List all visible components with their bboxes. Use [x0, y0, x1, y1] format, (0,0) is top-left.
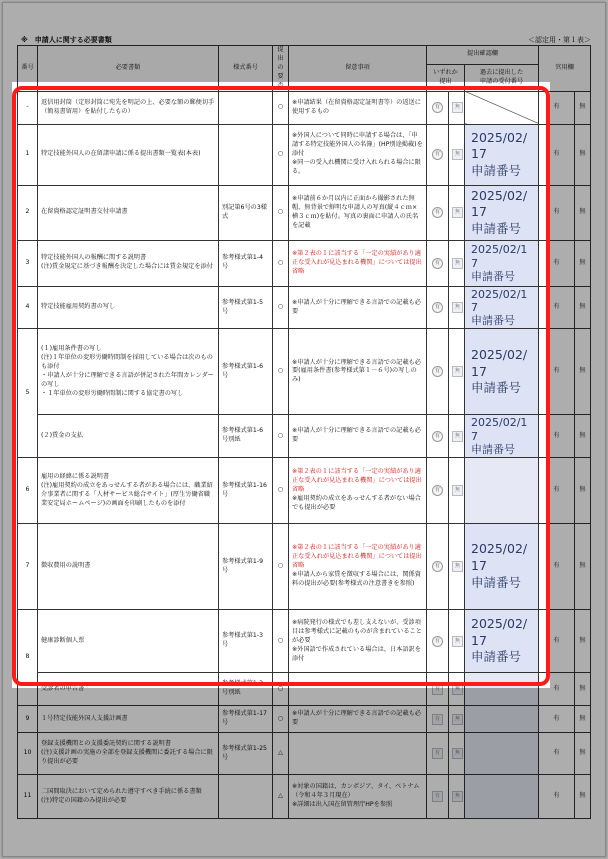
none-box[interactable]: 無 [452, 302, 463, 313]
col-either: いずれか 提出 [427, 64, 465, 91]
table-row: 8 健康診断個人票 参考様式第1-3号 ○ ※病院発行の様式でも差し支えないが、受診項目は参考様式に記載のものが含まれていることが必要 ※外国語で作成されている場合は、日本語訳を添付 有 無 2025/02/17 申請番号 有 無 [18, 610, 591, 673]
check-radio[interactable]: 有 [432, 149, 443, 160]
none-box[interactable]: 無 [452, 791, 463, 802]
table-row: 7 徴収費用の説明書 参考様式第1-9号 ○ ※第２表の１に該当する「一定の実績があり適正な受入れが見込まれる機関」については提出省略 ※申請人から家賃を徴収する場合には、関係資料の提出が必要(参考様式の注意書きを参照) 有 無 2025/02/17 申請番号 有 無 [18, 524, 591, 610]
table-row: 11 二国間取決において定められた遵守すべき手続に係る書類 (注)特定の国籍のみ提出が必要 △ ※対象の国籍は、カンボジア、タイ、ベトナム（令和４年３月現在） ※詳細は出入国在留管理庁HPを参照 有 無 有 無 [18, 775, 591, 819]
na-cell [465, 91, 539, 124]
dim-overlay-right [550, 82, 608, 688]
table-row: 6 雇用の経緯に係る説明書 (注)雇用契約の成立をあっせんする者がある場合には、職業紹介事業者に関する「人材サービス総合サイト」(厚生労働省職業安定局ホームページ)の画面を印刷したものを添付 参考様式第1-16号 ○ ※第２表の１に該当する「一定の実績があり適正な受入れが見込まれる機関」については提出省略 ※雇用契約の成立をあっせんする者がない場合でも提出が必要 有 無 有 無 [18, 458, 591, 524]
col-submit: 提出の要否 [273, 46, 289, 92]
table-row: 5 (１)雇用条件書の写し (注)１年単位の変形労働時間制を採用している場合は次のものも添付 ・申請人が十分に理解できる言語が併記された年間カレンダーの写し ・１年単位の変形労働時間制に関する協定書の写し 参考様式第1-6号 ○ ※申請人が十分に理解できる言語での記載も必要(雇用条件書(参考様式第１－６号)の写しのみ) 有 無 2025/02/17 申請番号 有 無 [18, 329, 591, 415]
form-label: ＜認定用・第１表＞ [528, 36, 591, 44]
col-form: 様式番号 [219, 46, 273, 92]
table-row: 2 在留資格認定証明書交付申請書 別記第6号の3様式 ○ ※申請前６か月以内に正面から撮影された無帽、無背景で鮮明な申請人の写真(縦４ｃｍ×横３ｃｍ)を貼付。写真の裏面に申請人の氏名を記載 有 無 2025/02/17 申請番号 有 無 [18, 185, 591, 240]
check-radio[interactable]: 有 [432, 102, 443, 113]
col-check-group: 提出確認欄 [427, 46, 539, 65]
none-box[interactable]: 無 [452, 636, 463, 647]
none-box[interactable]: 無 [452, 748, 463, 759]
check-radio[interactable]: 有 [432, 561, 443, 572]
none-box[interactable]: 無 [452, 714, 463, 725]
col-past: 過去に提出した 申請の受付番号 [465, 64, 539, 91]
receipt-stamp: 2025/02/17 申請番号 [468, 242, 535, 285]
stamp-empty [465, 458, 539, 524]
receipt-stamp: 2025/02/17 申請番号 [468, 187, 535, 240]
table-row: 1 特定技能外国人の在留諸申請に係る提出書類一覧表(本表) ○ ※外国人について同時に申請する場合は、「申請する特定技能外国人の名簿」(HP別途掲載)を添付 ※同一の受入れ機関に受け入れられる場合に限る。 有 無 2025/02/17 申請番号 有 無 [18, 124, 591, 185]
table-row: 4 特定技能雇用契約書の写し 参考様式第1-5号 ○ ※申請人が十分に理解できる言語での記載も必要 有 無 2025/02/17 申請番号 有 無 [18, 286, 591, 329]
none-box[interactable]: 無 [452, 258, 463, 269]
stamp-empty [465, 775, 539, 819]
check-radio[interactable]: 有 [432, 485, 443, 496]
check-box[interactable]: 有 [432, 791, 443, 802]
section-title: ※ 申請人に関する必要書類 [21, 36, 112, 44]
receipt-stamp: 2025/02/17 申請番号 [468, 540, 535, 593]
receipt-stamp: 2025/02/17 申請番号 [468, 287, 535, 329]
col-notes: 留意事項 [289, 46, 427, 92]
check-radio[interactable]: 有 [432, 302, 443, 313]
table-row: 3 特定技能外国人の報酬に関する説明書 (注)賃金規定に基づき報酬を決定した場合には賃金規定を添付 参考様式第1-4号 ○ ※第２表の１に該当する「一定の実績があり適正な受入れが見込まれる機関」については提出省略 有 無 2025/02/17 申請番号 有 無 [18, 240, 591, 286]
check-radio[interactable]: 有 [432, 207, 443, 218]
table-row: 9 １号特定技能外国人支援計画書 参考様式第1-17号 ○ ※申請人が十分に理解できる言語での記載も必要 有 無 有 無 [18, 706, 591, 733]
dim-overlay-left [0, 82, 12, 688]
required-documents-table [17, 45, 591, 819]
table-row: 受診者の申告書 参考様式第1-3号別紙 ○ 有 無 有 無 [18, 673, 591, 706]
none-box[interactable]: 無 [452, 149, 463, 160]
none-box[interactable]: 無 [452, 431, 463, 442]
table-row: - 返信用封筒（定形封筒に宛先を明記の上、必要な額の郵便切手（簡易書留用）を貼付したもの） ○ ※申請結果（在留資格認定証明書等）の返送に使用するもの 有 無 有 無 [18, 91, 591, 124]
table-row: 10 登録支援機関との支援委託契約に関する説明書 (注)支援計画の実施の全部を登録支援機関に委託する場合に限り提出が必要 参考様式第1-25号 △ 有 無 有 無 [18, 733, 591, 775]
check-box[interactable]: 有 [432, 684, 443, 695]
check-radio[interactable]: 有 [432, 636, 443, 647]
none-box[interactable]: 無 [452, 102, 463, 113]
receipt-stamp: 2025/02/17 申請番号 [468, 615, 535, 668]
col-no: 番号 [18, 46, 38, 92]
check-box[interactable]: 有 [432, 714, 443, 725]
none-box[interactable]: 無 [452, 207, 463, 218]
table-row: (２)賃金の支払 参考様式第1-6号別紙 ○ ※申請人が十分に理解できる言語での記載も必要 有 無 2025/02/17 申請番号 有 無 [18, 415, 591, 458]
stamp-empty [465, 673, 539, 706]
receipt-stamp: 2025/02/17 申請番号 [468, 346, 535, 399]
receipt-stamp: 2025/02/17 申請番号 [468, 415, 535, 457]
col-doc: 必要書類 [38, 46, 219, 92]
table-header-row [18, 46, 591, 65]
check-radio[interactable]: 有 [432, 258, 443, 269]
check-radio[interactable]: 有 [432, 431, 443, 442]
none-box[interactable]: 無 [452, 561, 463, 572]
none-box[interactable]: 無 [452, 485, 463, 496]
col-office: 官用欄 [539, 46, 591, 92]
receipt-stamp: 2025/02/17 申請番号 [468, 129, 535, 182]
check-box[interactable]: 有 [432, 748, 443, 759]
check-radio[interactable]: 有 [432, 366, 443, 377]
stamp-empty [465, 706, 539, 733]
none-box[interactable]: 無 [452, 366, 463, 377]
none-box[interactable]: 無 [452, 684, 463, 695]
stamp-empty [465, 733, 539, 775]
